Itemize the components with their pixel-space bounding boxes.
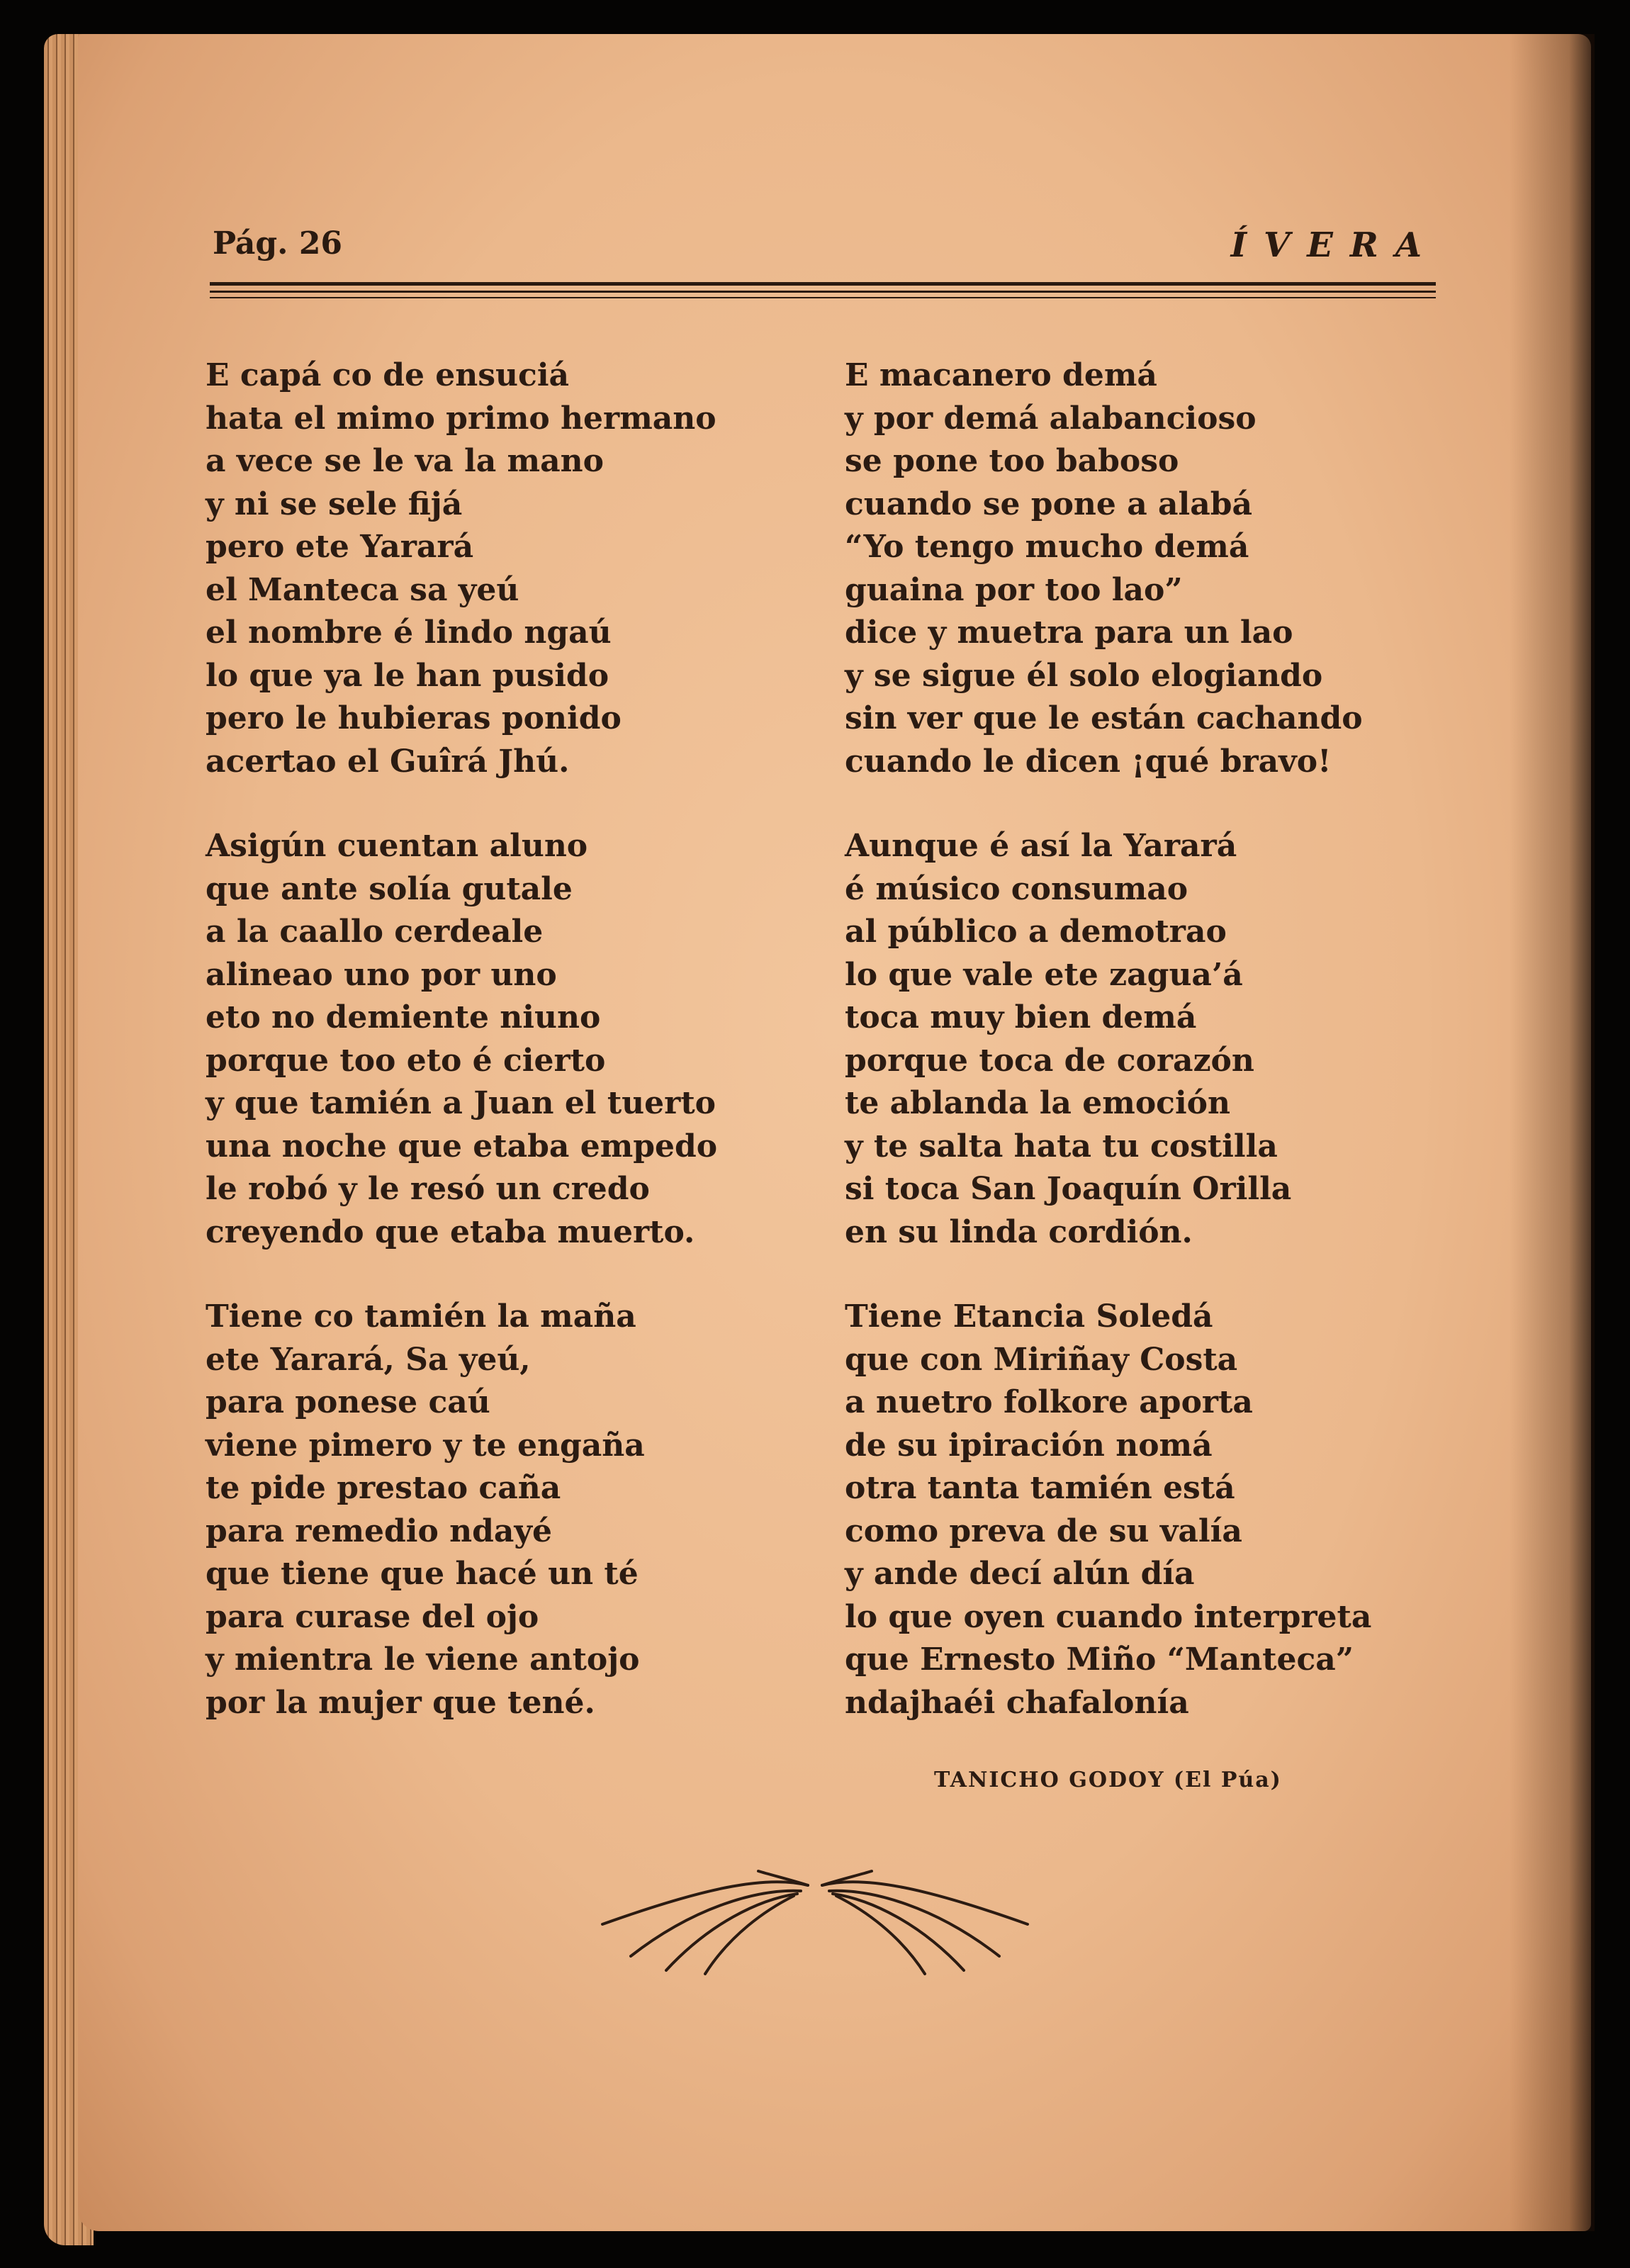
stanza bbox=[845, 354, 1371, 783]
verse-line: creyendo que etaba muerto. bbox=[206, 1213, 695, 1250]
verse-line: “Yo tengo mucho demá bbox=[845, 529, 1249, 565]
stanza bbox=[845, 825, 1371, 1254]
verse-line: pero ete Yarará bbox=[206, 529, 474, 565]
verse-line: te pide prestao caña bbox=[206, 1470, 561, 1506]
verse-line: si toca San Joaquín Orilla bbox=[845, 1171, 1292, 1207]
verse-line: y te salta hata tu costilla bbox=[845, 1128, 1278, 1164]
author-signature: TANICHO GODOY (El Púa) bbox=[934, 1768, 1282, 1792]
verse-line: y mientra le viene antojo bbox=[206, 1641, 640, 1678]
left-column bbox=[206, 354, 717, 1766]
verse-line: porque toca de corazón bbox=[845, 1042, 1254, 1079]
stanza bbox=[206, 825, 717, 1254]
verse-line: E macanero demá bbox=[845, 357, 1157, 393]
verse-line: eto no demiente niuno bbox=[206, 999, 601, 1035]
verse-line: E capá co de ensuciá bbox=[206, 357, 570, 393]
verse-line: ndajhaéi chafalonía bbox=[845, 1684, 1189, 1721]
verse-line: ete Yarará, Sa yeú, bbox=[206, 1341, 531, 1378]
verse-line: Asigún cuentan aluno bbox=[206, 828, 588, 864]
verse-line: y ni se sele fijá bbox=[206, 485, 463, 522]
verse-line: que tiene que hacé un té bbox=[206, 1556, 639, 1592]
verse-line: cuando se pone a alabá bbox=[845, 485, 1253, 522]
verse-line: otra tanta tamién está bbox=[845, 1470, 1235, 1506]
verse-line: Aunque é así la Yarará bbox=[845, 828, 1237, 864]
verse-line: pero le hubieras ponido bbox=[206, 700, 622, 736]
verse-line: y se sigue él solo elogiando bbox=[845, 657, 1323, 694]
verse-line: toca muy bien demá bbox=[845, 999, 1197, 1035]
verse-line: por la mujer que tené. bbox=[206, 1684, 595, 1721]
page-number: Pág. 26 bbox=[213, 225, 343, 262]
verse-line: se pone too baboso bbox=[845, 443, 1179, 479]
verse-line: y por demá alabancioso bbox=[845, 400, 1257, 437]
verse-line: en su linda cordión. bbox=[845, 1213, 1193, 1250]
verse-line: para curase del ojo bbox=[206, 1598, 539, 1635]
verse-line: acertao el Guîrá Jhú. bbox=[206, 743, 570, 780]
verse-line: dice y muetra para un lao bbox=[845, 614, 1293, 651]
verse-line: Tiene Etancia Soledá bbox=[845, 1298, 1213, 1335]
verse-line: cuando le dicen ¡qué bravo! bbox=[845, 743, 1332, 780]
stanza bbox=[845, 1296, 1371, 1724]
verse-line: porque too eto é cierto bbox=[206, 1042, 606, 1079]
verse-line: al público a demotrao bbox=[845, 914, 1227, 950]
verse-line: le robó y le resó un credo bbox=[206, 1171, 650, 1207]
verse-line: que con Miriñay Costa bbox=[845, 1341, 1238, 1378]
verse-line: a vece se le va la mano bbox=[206, 443, 604, 479]
verse-line: é músico consumao bbox=[845, 870, 1188, 907]
verse-line: Tiene co tamién la maña bbox=[206, 1298, 636, 1335]
ornament-icon bbox=[588, 1857, 1042, 1992]
verse-line: a nuetro folkore aporta bbox=[845, 1384, 1253, 1420]
verse-line: lo que ya le han pusido bbox=[206, 657, 609, 694]
spine-shadow bbox=[1510, 34, 1595, 2231]
verse-line: el Manteca sa yeú bbox=[206, 571, 519, 608]
verse-line: que Ernesto Miño “Manteca” bbox=[845, 1641, 1354, 1678]
verse-line: lo que oyen cuando interpreta bbox=[845, 1598, 1372, 1635]
verse-line: a la caallo cerdeale bbox=[206, 914, 544, 950]
header-rule bbox=[210, 282, 1436, 286]
verse-line: una noche que etaba empedo bbox=[206, 1128, 718, 1164]
verse-line: alineao uno por uno bbox=[206, 956, 557, 993]
verse-line: para remedio ndayé bbox=[206, 1512, 552, 1549]
verse-line: el nombre é lindo ngaú bbox=[206, 614, 612, 651]
verse-line: y que tamién a Juan el tuerto bbox=[206, 1085, 716, 1121]
stanza bbox=[206, 354, 717, 783]
verse-line: hata el mimo primo hermano bbox=[206, 400, 716, 437]
header-rule bbox=[210, 291, 1436, 293]
journal-title: ÍVERA bbox=[1230, 225, 1439, 265]
stanza bbox=[206, 1296, 717, 1724]
verse-line: sin ver que le están cachando bbox=[845, 700, 1363, 736]
header-rule bbox=[210, 297, 1436, 298]
verse-line: lo que vale ete zagua’á bbox=[845, 956, 1243, 993]
scan-border bbox=[1595, 0, 1630, 2268]
verse-line: que ante solía gutale bbox=[206, 870, 573, 907]
verse-line: como preva de su valía bbox=[845, 1512, 1242, 1549]
verse-line: para ponese caú bbox=[206, 1384, 490, 1420]
verse-line: guaina por too lao” bbox=[845, 571, 1183, 608]
verse-line: viene pimero y te engaña bbox=[206, 1427, 645, 1464]
verse-line: de su ipiración nomá bbox=[845, 1427, 1213, 1464]
verse-line: te ablanda la emoción bbox=[845, 1085, 1231, 1121]
right-column bbox=[845, 354, 1371, 1766]
verse-line: y ande decí alún día bbox=[845, 1556, 1195, 1592]
page-header bbox=[213, 225, 1439, 268]
